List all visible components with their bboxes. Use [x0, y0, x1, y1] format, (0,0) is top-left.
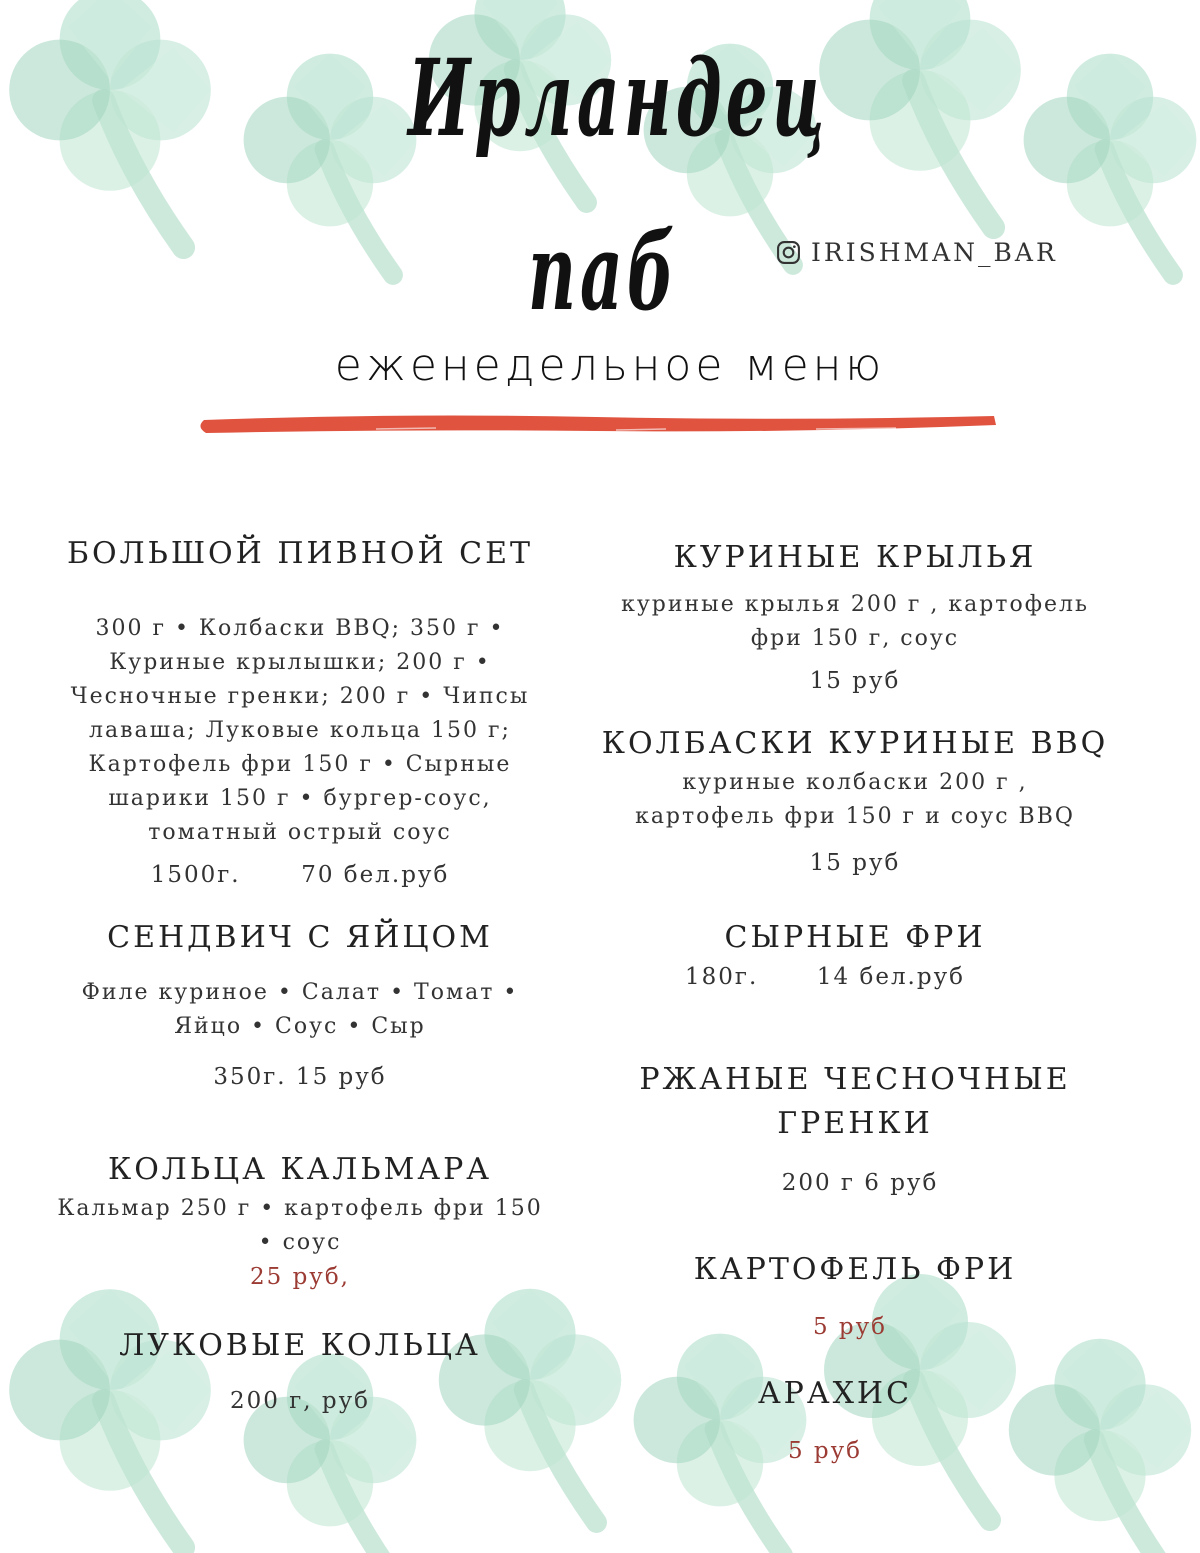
item-description-line: фри 150 г, соус [750, 626, 960, 651]
item-description-line: Кальмар 250 г • картофель фри 150 [57, 1196, 543, 1221]
item-price: 14 бел.руб [816, 964, 965, 990]
instagram-link[interactable] [776, 238, 1058, 267]
item-title: СЕНДВИЧ С ЯЙЦОМ [107, 920, 493, 955]
menu-item-cheese-fries [600, 916, 1110, 994]
menu-item-french-fries [600, 1248, 1110, 1344]
item-title: АРАХИС [757, 1376, 913, 1411]
item-description-line: шарики 150 г • бургер-соус, [108, 786, 492, 811]
item-description-line: куриные колбаски 200 г , [682, 770, 1028, 795]
instagram-handle: IRISHMAN_BAR [811, 238, 1058, 267]
item-description-line: лаваша; Луковые кольца 150 г; [89, 718, 511, 743]
item-price: 5 руб [812, 1314, 888, 1340]
item-price: 15 руб [809, 668, 901, 694]
item-description-line: Филе куриное • Салат • Томат • [81, 980, 519, 1005]
menu-item-chicken-sausages-bbq [600, 722, 1110, 880]
menu-item-onion-rings [40, 1324, 560, 1418]
item-price: 200 г, руб [230, 1388, 370, 1414]
item-description-line: томатный острый соус [148, 820, 452, 845]
item-title: КУРИНЫЕ КРЫЛЬЯ [673, 540, 1037, 575]
menu-item-big-beer-set [40, 532, 560, 892]
menu-item-chicken-wings [600, 536, 1110, 698]
logo-title-line-2: паб [528, 210, 679, 335]
menu-item-peanuts [580, 1372, 1090, 1468]
item-description-line: Картофель фри 150 г • Сырные [88, 752, 512, 777]
item-price: 350г. 15 руб [213, 1064, 387, 1090]
item-title: БОЛЬШОЙ ПИВНОЙ СЕТ [66, 536, 534, 571]
menu-item-squid-rings [40, 1148, 560, 1294]
item-price: 15 руб [809, 850, 901, 876]
item-title: КОЛБАСКИ КУРИНЫЕ BBQ [601, 726, 1109, 761]
item-price: 70 бел.руб [301, 862, 450, 888]
item-description-line: Яйцо • Соус • Сыр [174, 1014, 426, 1039]
item-title: КАРТОФЕЛЬ ФРИ [693, 1252, 1017, 1287]
logo-title-line-1: Ирландец [408, 36, 829, 161]
instagram-icon [776, 240, 801, 265]
item-price: 5 руб [787, 1438, 863, 1464]
item-description-line: Куриные крылышки; 200 г • [109, 650, 491, 675]
item-title-line: ГРЕНКИ [777, 1106, 933, 1141]
menu-item-egg-sandwich [40, 916, 560, 1094]
item-title: СЫРНЫЕ ФРИ [724, 920, 986, 955]
item-description-line: картофель фри 150 г и соус BBQ [635, 804, 1075, 829]
item-description-line: куриные крылья 200 г , картофель [621, 592, 1089, 617]
item-title: КОЛЬЦА КАЛЬМАРА [107, 1152, 492, 1187]
page-subtitle: еженедельное меню [334, 340, 886, 391]
item-price: 25 руб, [250, 1264, 350, 1290]
item-description-line: Чесночные гренки; 200 г • Чипсы [70, 684, 530, 709]
item-title-line: РЖАНЫЕ ЧЕСНОЧНЫЕ [639, 1062, 1071, 1097]
red-brush-divider [196, 411, 1002, 437]
menu-item-rye-garlic-croutons [600, 1058, 1110, 1200]
item-description-line: 300 г • Колбаски BBQ; 350 г • [95, 616, 505, 641]
item-weight: 180г. [685, 964, 759, 990]
item-price: 200 г 6 руб [781, 1170, 939, 1196]
item-weight: 1500г. [150, 862, 241, 888]
item-description-line: • соус [258, 1230, 342, 1255]
item-title: ЛУКОВЫЕ КОЛЬЦА [119, 1328, 481, 1363]
